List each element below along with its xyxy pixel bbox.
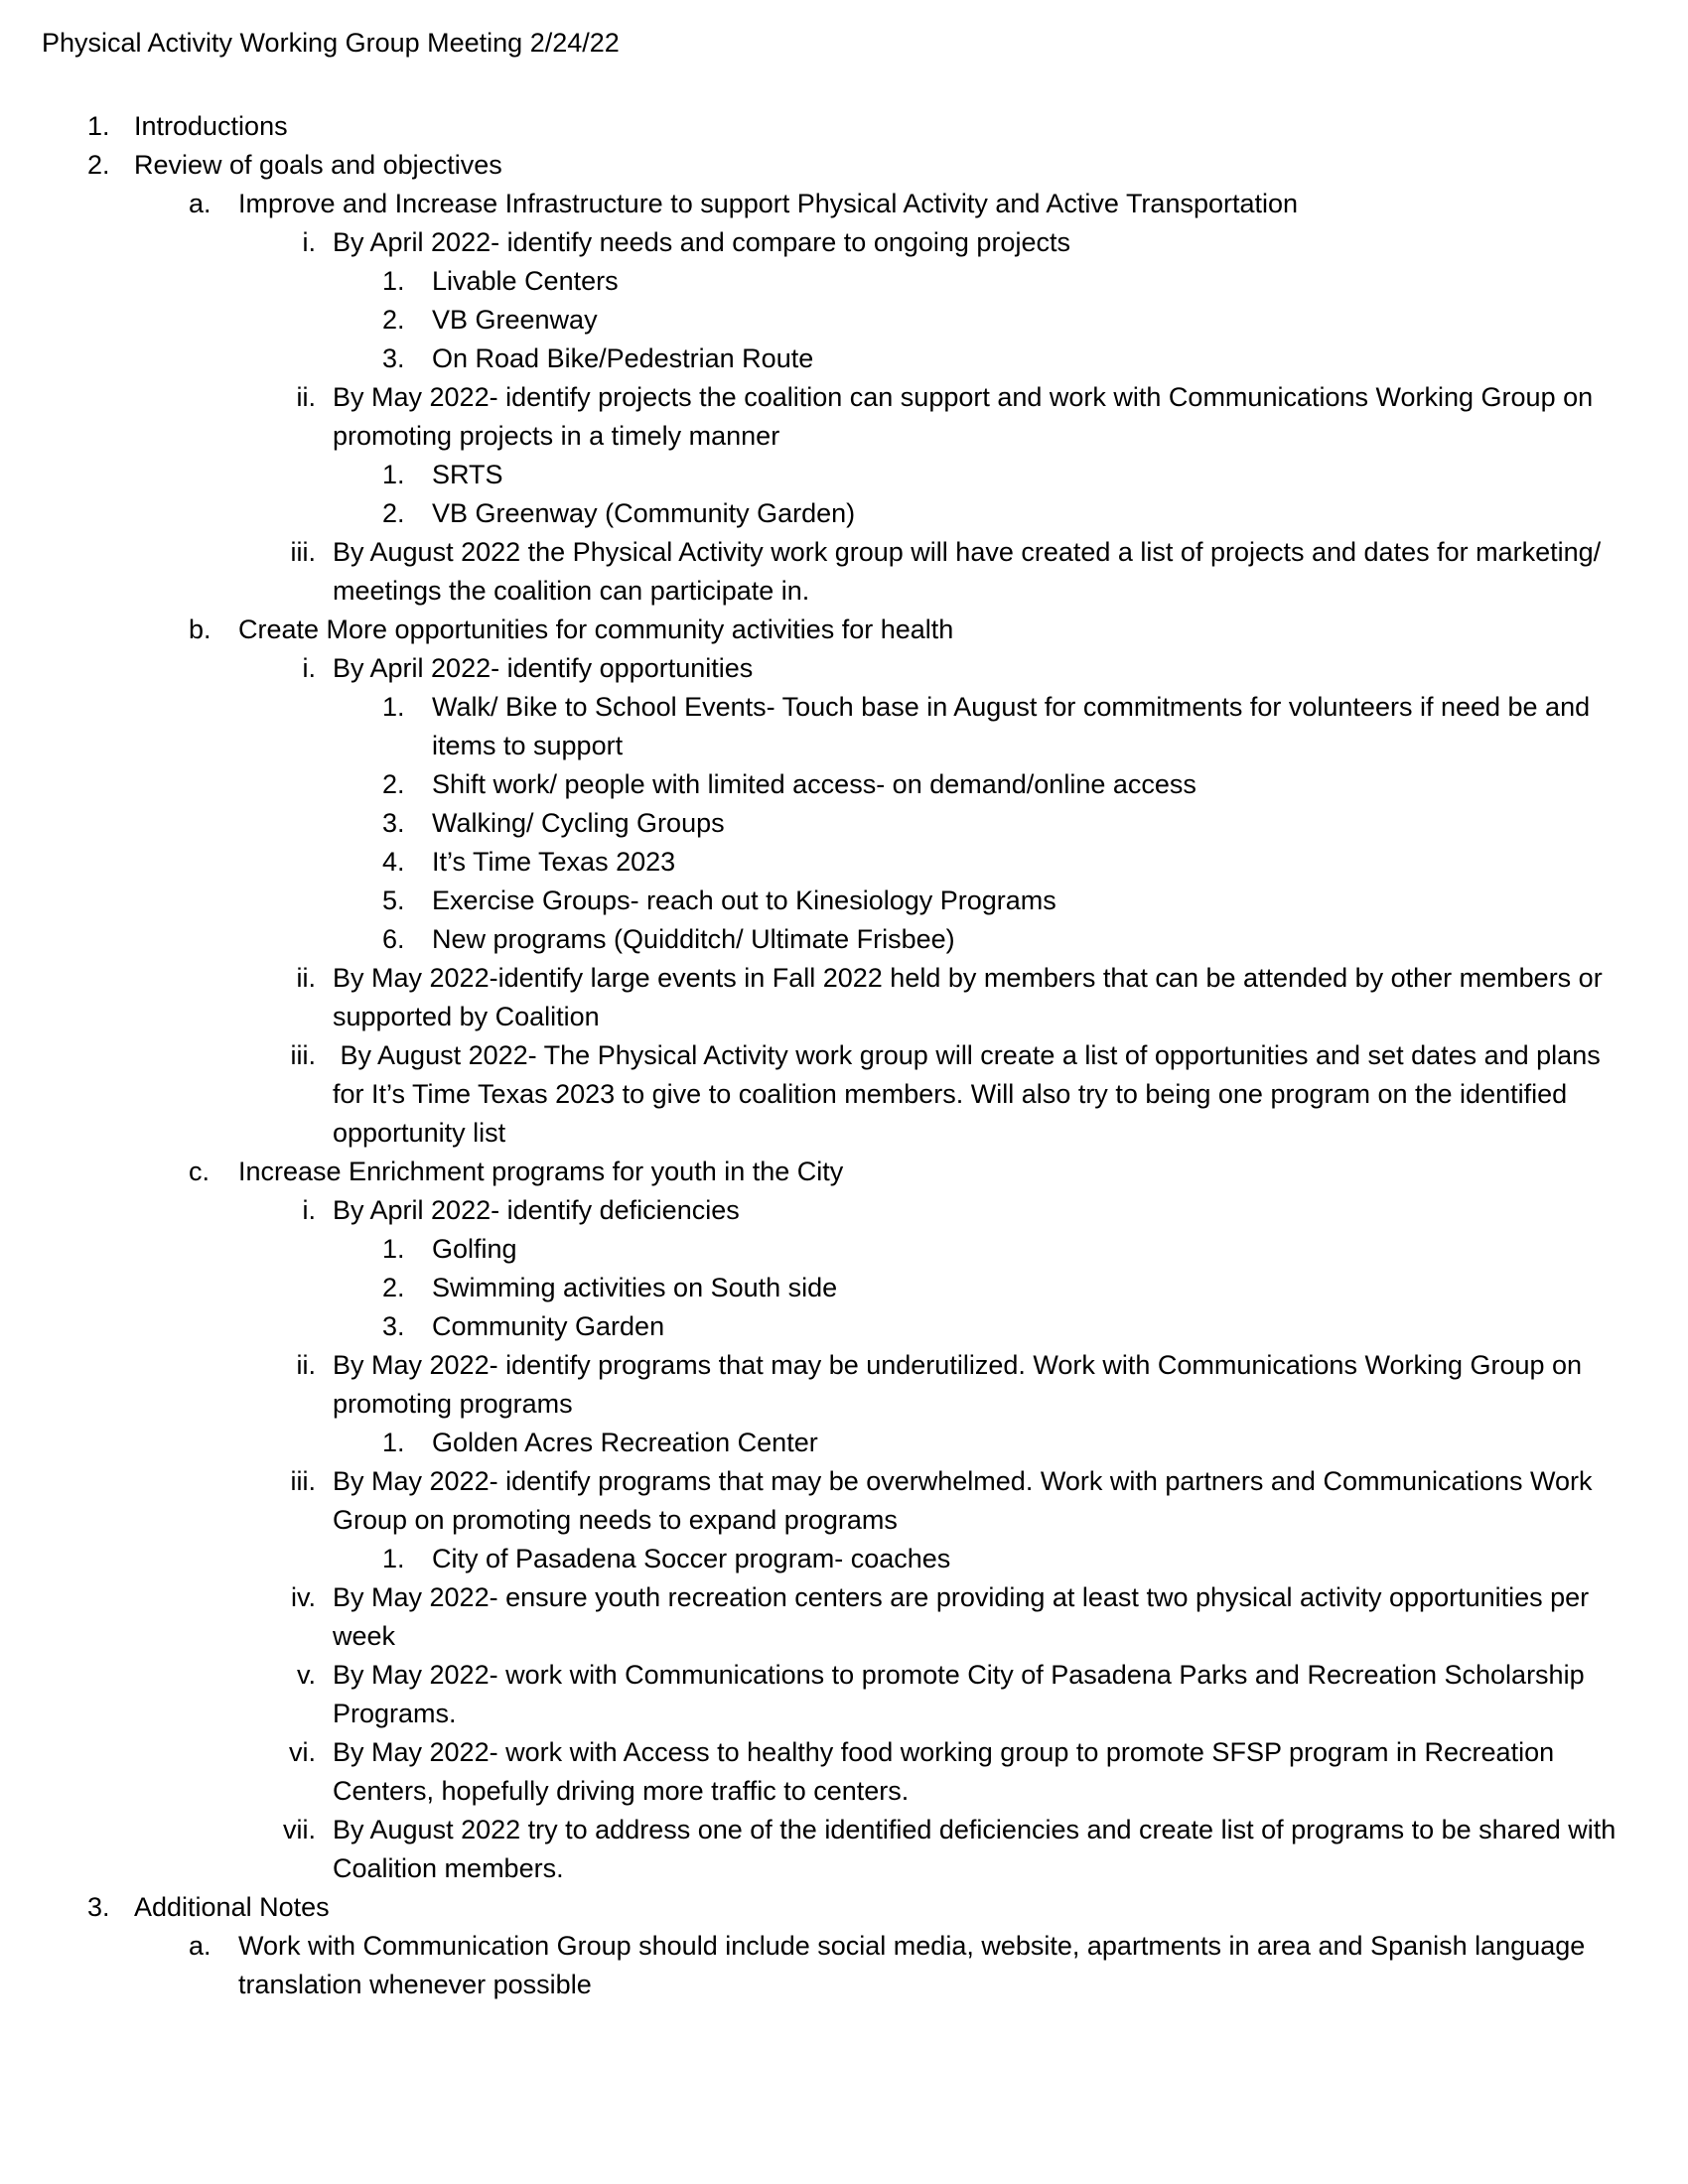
list-item-marker: 1. (382, 1428, 405, 1457)
list-item-text: Community Garden (432, 1311, 665, 1341)
list-item-text: City of Pasadena Soccer program- coaches (432, 1544, 951, 1573)
list-item (0, 340, 1688, 378)
list-item (0, 1269, 1688, 1307)
list-item (0, 1578, 1688, 1656)
list-item (0, 1888, 1688, 1927)
list-item (0, 378, 1688, 456)
list-item-marker: i. (302, 653, 316, 683)
list-item-marker: i. (302, 227, 316, 257)
list-item-text: By April 2022- identify deficiencies (333, 1195, 740, 1225)
list-item-marker: vii. (283, 1815, 316, 1844)
list-item (0, 1307, 1688, 1346)
list-item-text: By August 2022 the Physical Activity work group will have created a list of projects and dates for marketing/ meetings the coalition can participate in. (333, 537, 1609, 606)
list-item-marker: 6. (382, 924, 405, 954)
list-item (0, 533, 1688, 611)
list-item (0, 1191, 1688, 1230)
list-item-marker: 4. (382, 847, 405, 877)
list-item-text: Review of goals and objectives (134, 150, 502, 180)
list-item (0, 1811, 1688, 1888)
list-item-marker: i. (302, 1195, 316, 1225)
list-item (0, 223, 1688, 262)
list-item-marker: 2. (382, 1273, 405, 1302)
list-item (0, 1540, 1688, 1578)
list-item-text: Additional Notes (134, 1892, 330, 1922)
list-item-text: Swimming activities on South side (432, 1273, 838, 1302)
list-item (0, 262, 1688, 301)
list-item-marker: 3. (382, 343, 405, 373)
list-item (0, 611, 1688, 649)
list-item-text: Golfing (432, 1234, 517, 1264)
list-item (0, 1462, 1688, 1540)
list-item-text: By May 2022- work with Access to healthy food working group to promote SFSP program in Recreation Centers, hopefully driving more traffic to centers. (333, 1737, 1562, 1806)
list-item-marker: c. (189, 1157, 211, 1186)
list-item-text: Walk/ Bike to School Events- Touch base in August for commitments for volunteers if need be and items to support (432, 692, 1598, 760)
list-item-text: Work with Communication Group should include social media, website, apartments in area and Spanish language translation whenever possible (238, 1931, 1593, 1999)
list-item-text: By May 2022-identify large events in Fall 2022 held by members that can be attended by other members or supported by Coalition (333, 963, 1611, 1031)
list-item-marker: 3. (382, 808, 405, 838)
list-item (0, 804, 1688, 843)
list-item-text: By May 2022- identify programs that may be overwhelmed. Work with partners and Communications Work Group on promoting needs to expand programs (333, 1466, 1601, 1535)
list-item-text: It’s Time Texas 2023 (432, 847, 676, 877)
list-item-text: On Road Bike/Pedestrian Route (432, 343, 814, 373)
list-item (0, 843, 1688, 882)
list-item (0, 1424, 1688, 1462)
list-item (0, 1153, 1688, 1191)
list-item-marker: iii. (290, 1040, 316, 1070)
list-item-marker: 2. (382, 498, 405, 528)
list-item (0, 1230, 1688, 1269)
list-item-marker: ii. (296, 382, 316, 412)
list-item-marker: 1. (382, 1544, 405, 1573)
list-item (0, 494, 1688, 533)
list-item-text: By May 2022- identify programs that may be underutilized. Work with Communications Working Group on promoting programs (333, 1350, 1590, 1419)
list-item-marker: 5. (382, 886, 405, 915)
list-item (0, 1656, 1688, 1733)
list-item (0, 649, 1688, 688)
list-item (0, 1346, 1688, 1424)
list-item (0, 301, 1688, 340)
list-item-text: Golden Acres Recreation Center (432, 1428, 818, 1457)
list-item-text: VB Greenway (432, 305, 598, 335)
list-item-marker: 1. (382, 692, 405, 722)
list-item (0, 1927, 1688, 2004)
document-title: Physical Activity Working Group Meeting 2/24/22 (42, 28, 620, 58)
list-item (0, 1733, 1688, 1811)
list-item-marker: 2. (382, 305, 405, 335)
list-item-marker: iii. (290, 1466, 316, 1496)
list-item-text: Increase Enrichment programs for youth in the City (238, 1157, 844, 1186)
list-item-text: Introductions (134, 111, 288, 141)
list-item (0, 456, 1688, 494)
list-item-text: By May 2022- identify projects the coalition can support and work with Communications Working Group on promoting projects in a timely manner (333, 382, 1601, 451)
list-item-marker: iii. (290, 537, 316, 567)
list-item-marker: iv. (291, 1582, 316, 1612)
list-item-marker: 1. (382, 1234, 405, 1264)
list-item-marker: b. (189, 614, 211, 644)
list-item-marker: ii. (296, 963, 316, 993)
list-item-marker: 1. (382, 460, 405, 489)
list-item-text: VB Greenway (Community Garden) (432, 498, 856, 528)
list-item (0, 185, 1688, 223)
list-item-marker: ii. (296, 1350, 316, 1380)
list-item (0, 959, 1688, 1036)
list-item-marker: 2. (87, 150, 110, 180)
list-item-marker: a. (189, 1931, 211, 1961)
list-item-text: SRTS (432, 460, 503, 489)
list-item (0, 146, 1688, 185)
list-item (0, 765, 1688, 804)
outline-list (0, 107, 1688, 2004)
list-item-text: Livable Centers (432, 266, 619, 296)
list-item-marker: vi. (289, 1737, 316, 1767)
list-item (0, 882, 1688, 920)
list-item-text: Exercise Groups- reach out to Kinesiology Programs (432, 886, 1056, 915)
list-item-marker: 3. (87, 1892, 110, 1922)
list-item (0, 1036, 1688, 1153)
list-item (0, 107, 1688, 146)
list-item-marker: a. (189, 189, 211, 218)
list-item-text: By April 2022- identify opportunities (333, 653, 754, 683)
list-item-text: By May 2022- ensure youth recreation centers are providing at least two physical activity opportunities per week (333, 1582, 1597, 1651)
list-item-text: Shift work/ people with limited access- on demand/online access (432, 769, 1196, 799)
list-item (0, 688, 1688, 765)
list-item-text: By April 2022- identify needs and compare to ongoing projects (333, 227, 1070, 257)
list-item-marker: 1. (382, 266, 405, 296)
list-item-text: Improve and Increase Infrastructure to support Physical Activity and Active Transportation (238, 189, 1299, 218)
list-item-marker: 1. (87, 111, 110, 141)
list-item-text: By August 2022- The Physical Activity work group will create a list of opportunities and set dates and plans for It’s Time Texas 2023 to give to coalition members. Will also try to being one program on the identified opportunity list (333, 1040, 1609, 1148)
list-item-text: By August 2022 try to address one of the identified deficiencies and create list of programs to be shared with Coalition members. (333, 1815, 1623, 1883)
list-item (0, 920, 1688, 959)
list-item-text: By May 2022- work with Communications to promote City of Pasadena Parks and Recreation Scholarship Programs. (333, 1660, 1593, 1728)
list-item-text: New programs (Quidditch/ Ultimate Frisbee) (432, 924, 955, 954)
list-item-marker: v. (297, 1660, 316, 1690)
list-item-marker: 2. (382, 769, 405, 799)
list-item-marker: 3. (382, 1311, 405, 1341)
list-item-text: Create More opportunities for community activities for health (238, 614, 954, 644)
list-item-text: Walking/ Cycling Groups (432, 808, 725, 838)
